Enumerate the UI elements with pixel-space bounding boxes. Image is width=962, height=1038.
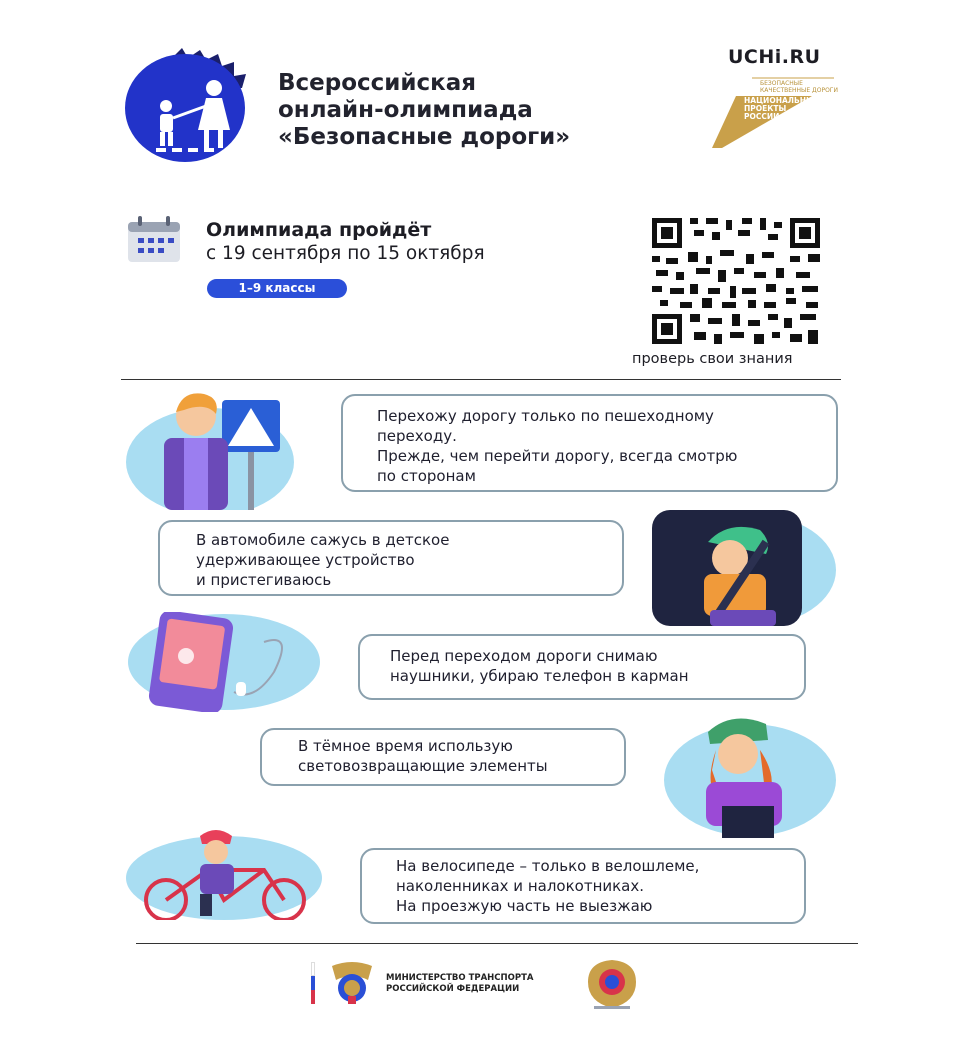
illustration-phone-headphones [124,612,322,712]
title-line-3: «Безопасные дороги» [278,124,571,150]
illustration-reflective-girl [662,710,840,838]
uchi-brand-logo: UCHi.RU [728,46,821,68]
divider-top [121,379,841,380]
ministry-line-2: РОССИЙСКОЙ ФЕДЕРАЦИИ [386,984,520,994]
rule-bubble-4 [260,728,626,786]
illustration-car-seat-child [648,502,838,628]
rule-bubble-2 [158,520,624,596]
russian-flag-stripe [311,962,315,1004]
project-big-label: НАЦИОНАЛЬНЫЕ ПРОЕКТЫ РОССИИ [744,96,819,121]
ministry-emblem [326,960,378,1006]
rule-text-3: Перед переходом дороги снимаю наушники, убираю телефон в карман [390,647,689,685]
rule-bubble-5 [360,848,806,924]
page-title [278,70,570,151]
divider-bottom [136,943,858,944]
illustration-bicycle-girl [124,824,324,920]
event-title: Олимпиада пройдёт [206,219,432,241]
rule-bubble-1 [341,394,838,492]
rule-text-1: Перехожу дорогу только по пешеходному переходу. Прежде, чем перейти дорогу, всегда смотрю по сторонам [377,407,738,485]
rule-text-2: В автомобиле сажусь в детское удерживающее устройство и пристегиваюсь [196,531,450,589]
calendar-icon [126,216,182,264]
rule-bubble-3 [358,634,806,700]
rule-text-4: В тёмное время использую световозвращающие элементы [298,737,548,775]
ministry-name [386,973,533,995]
event-dates: с 19 сентября по 15 октября [206,243,485,264]
title-line-2: онлайн-олимпиада [278,97,533,123]
rule-text-5: На велосипеде – только в велошлеме, наколенниках и налокотниках. На проезжую часть не выезжаю [396,857,700,915]
traffic-police-emblem [584,958,640,1012]
olympiad-logo [122,48,250,164]
project-small-label: БЕЗОПАСНЫЕ КАЧЕСТВЕННЫЕ ДОРОГИ [760,80,838,94]
qr-caption: проверь свои знания [632,351,793,367]
qr-code[interactable] [650,216,822,346]
ministry-line-1: МИНИСТЕРСТВО ТРАНСПОРТА [386,973,534,983]
grades-badge: 1–9 классы [207,279,347,298]
illustration-crosswalk-boy [124,386,296,510]
title-line-1: Всероссийская [278,70,477,96]
